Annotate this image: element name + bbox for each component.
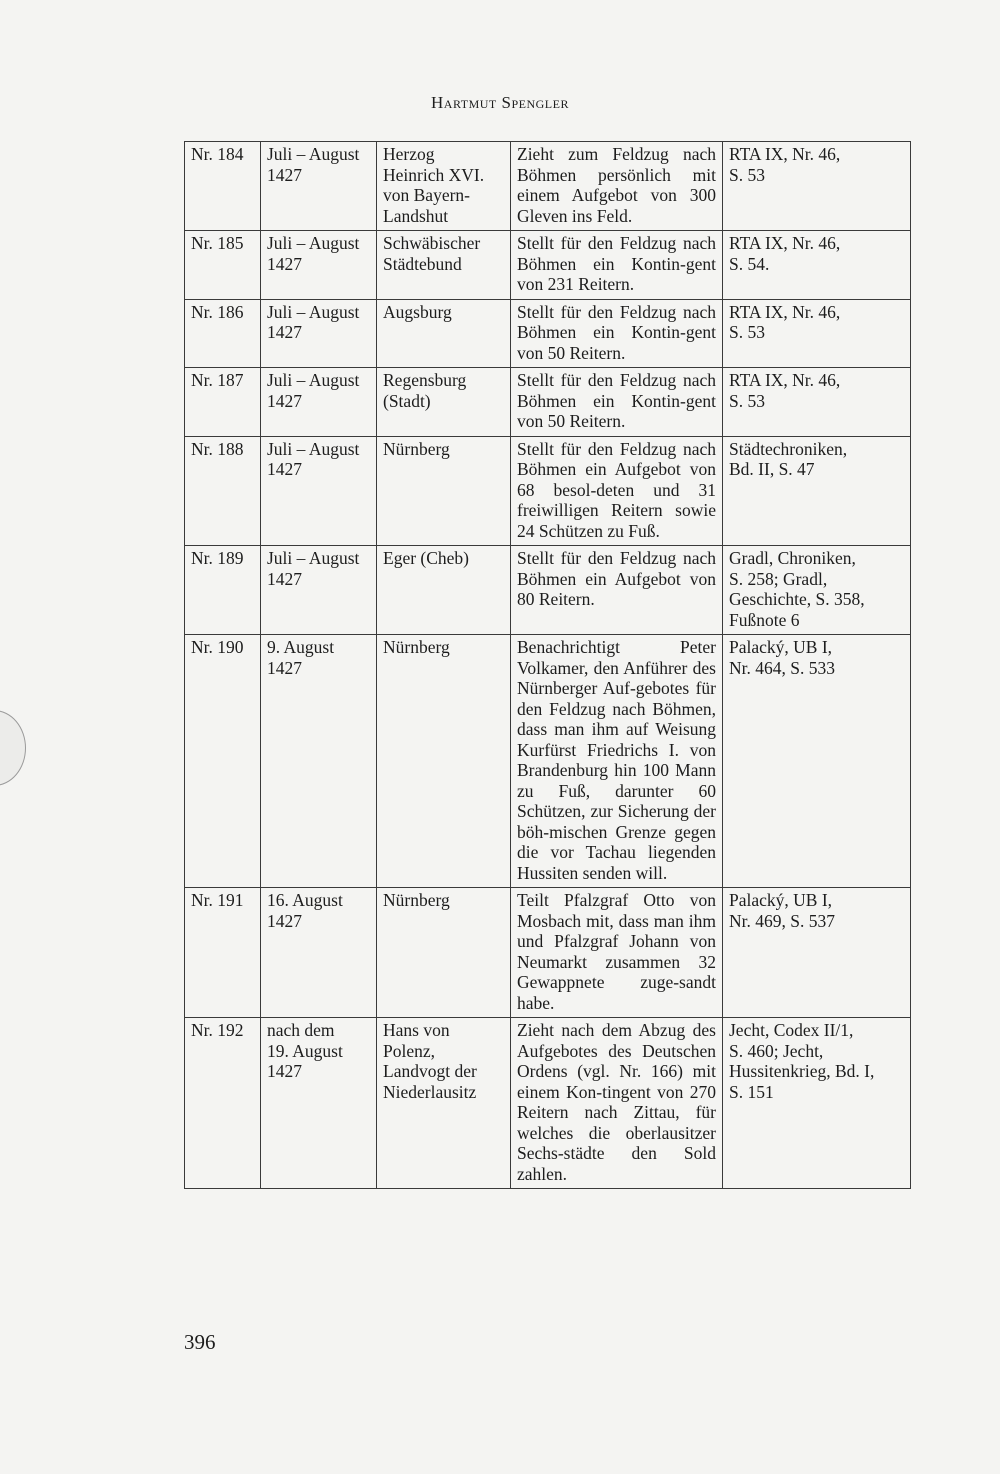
table-row bbox=[185, 635, 911, 888]
entry-date: Juli – August 1427 bbox=[261, 436, 377, 546]
entry-source: RTA IX, Nr. 46, S. 53 bbox=[723, 142, 911, 231]
entry-source: RTA IX, Nr. 46, S. 54. bbox=[723, 231, 911, 300]
table-row bbox=[185, 1018, 911, 1189]
entry-date: 16. August 1427 bbox=[261, 888, 377, 1018]
entry-party: Nürnberg bbox=[377, 436, 511, 546]
entry-action: Stellt für den Feldzug nach Böhmen ein Aufgebot von 68 besol-deten und 31 freiwilligen Reitern sowie 24 Schützen zu Fuß. bbox=[511, 436, 723, 546]
entry-party: Augsburg bbox=[377, 299, 511, 368]
entry-party: Herzog Heinrich XVI. von Bayern- Landshut bbox=[377, 142, 511, 231]
entry-party: Nürnberg bbox=[377, 888, 511, 1018]
entry-action: Stellt für den Feldzug nach Böhmen ein Aufgebot von 80 Reitern. bbox=[511, 546, 723, 635]
entry-party: Hans von Polenz, Landvogt der Niederlausitz bbox=[377, 1018, 511, 1189]
entry-source: RTA IX, Nr. 46, S. 53 bbox=[723, 368, 911, 437]
entry-party: Nürnberg bbox=[377, 635, 511, 888]
entry-party: Regensburg (Stadt) bbox=[377, 368, 511, 437]
entry-number: Nr. 186 bbox=[185, 299, 261, 368]
entry-party: Schwäbischer Städtebund bbox=[377, 231, 511, 300]
punch-hole bbox=[0, 710, 26, 786]
entry-number: Nr. 187 bbox=[185, 368, 261, 437]
entry-source: RTA IX, Nr. 46, S. 53 bbox=[723, 299, 911, 368]
entry-number: Nr. 188 bbox=[185, 436, 261, 546]
table-row bbox=[185, 142, 911, 231]
running-header-author: Hartmut Spengler bbox=[431, 93, 569, 112]
entry-date: Juli – August 1427 bbox=[261, 299, 377, 368]
entry-action: Stellt für den Feldzug nach Böhmen ein Kontin-gent von 50 Reitern. bbox=[511, 368, 723, 437]
entry-action: Zieht nach dem Abzug des Aufgebotes des Deutschen Ordens (vgl. Nr. 166) mit einem Kon-tingent von 270 Reitern nach Zittau, für welches die oberlausitzer Sechs-städte den Sold zahlen. bbox=[511, 1018, 723, 1189]
table-row bbox=[185, 368, 911, 437]
table-row bbox=[185, 888, 911, 1018]
entry-source: Palacký, UB I, Nr. 464, S. 533 bbox=[723, 635, 911, 888]
entry-date: Juli – August 1427 bbox=[261, 231, 377, 300]
page-number: 396 bbox=[184, 1330, 216, 1354]
table-row bbox=[185, 436, 911, 546]
entry-date: 9. August 1427 bbox=[261, 635, 377, 888]
entry-action: Stellt für den Feldzug nach Böhmen ein Kontin-gent von 231 Reitern. bbox=[511, 231, 723, 300]
entry-date: Juli – August 1427 bbox=[261, 368, 377, 437]
entry-number: Nr. 190 bbox=[185, 635, 261, 888]
table-row bbox=[185, 299, 911, 368]
entry-number: Nr. 192 bbox=[185, 1018, 261, 1189]
table-row bbox=[185, 231, 911, 300]
entry-action: Benachrichtigt Peter Volkamer, den Anführer des Nürnberger Auf-gebotes für den Feldzug nach Böhmen, dass man ihm auf Weisung Kurfürst Friedrichs I. von Brandenburg hin 100 Mann zu Fuß, darunter 60 Schützen, zur Sicherung der böh-mischen Grenze gegen die vor Tachau liegenden Hussiten senden will. bbox=[511, 635, 723, 888]
entry-party: Eger (Cheb) bbox=[377, 546, 511, 635]
entry-source: Jecht, Codex II/1, S. 460; Jecht, Hussitenkrieg, Bd. I, S. 151 bbox=[723, 1018, 911, 1189]
entry-date: Juli – August 1427 bbox=[261, 142, 377, 231]
entry-source: Städtechroniken, Bd. II, S. 47 bbox=[723, 436, 911, 546]
entry-action: Stellt für den Feldzug nach Böhmen ein Kontin-gent von 50 Reitern. bbox=[511, 299, 723, 368]
entry-date: nach dem 19. August 1427 bbox=[261, 1018, 377, 1189]
entry-number: Nr. 185 bbox=[185, 231, 261, 300]
entry-number: Nr. 189 bbox=[185, 546, 261, 635]
table-row bbox=[185, 546, 911, 635]
entry-number: Nr. 184 bbox=[185, 142, 261, 231]
entry-action: Teilt Pfalzgraf Otto von Mosbach mit, dass man ihm und Pfalzgraf Johann von Neumarkt zusammen 32 Gewappnete zuge-sandt habe. bbox=[511, 888, 723, 1018]
entry-action: Zieht zum Feldzug nach Böhmen persönlich mit einem Aufgebot von 300 Gleven ins Feld. bbox=[511, 142, 723, 231]
running-header bbox=[0, 93, 1000, 113]
entry-source: Palacký, UB I, Nr. 469, S. 537 bbox=[723, 888, 911, 1018]
entry-source: Gradl, Chroniken, S. 258; Gradl, Geschichte, S. 358, Fußnote 6 bbox=[723, 546, 911, 635]
entry-number: Nr. 191 bbox=[185, 888, 261, 1018]
chronology-table bbox=[184, 141, 911, 1189]
entry-date: Juli – August 1427 bbox=[261, 546, 377, 635]
